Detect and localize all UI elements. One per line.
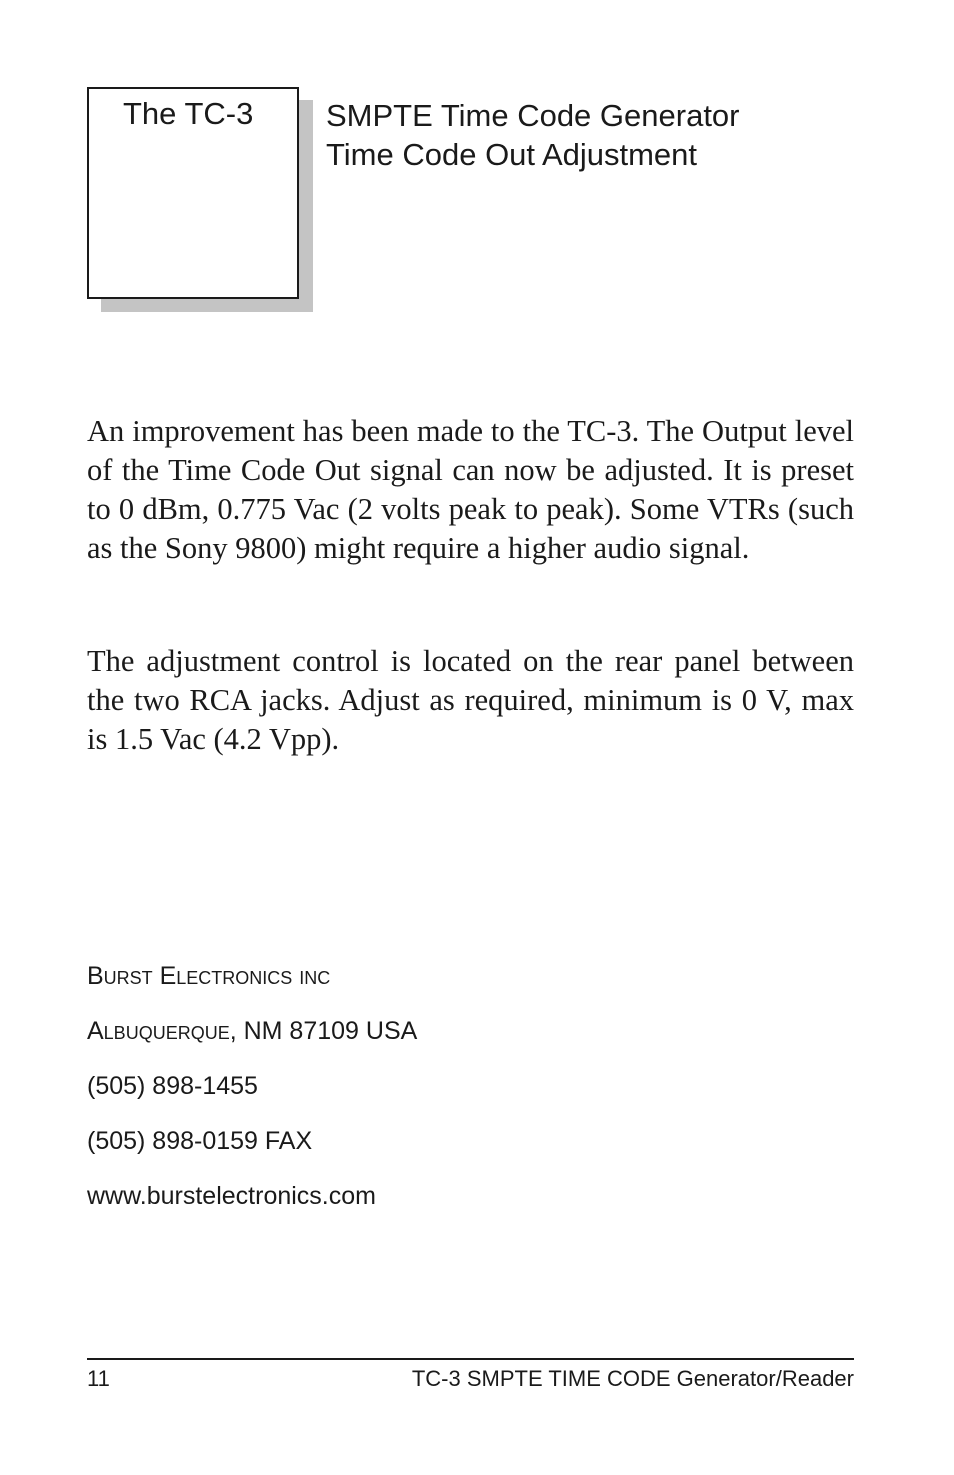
heading-line-1: SMPTE Time Code Generator: [326, 98, 740, 133]
body-paragraph-2: The adjustment control is located on the rear panel between the two RCA jacks. Adjust as required, minimum is 0 V, max is 1.5 Vac (4.2 Vpp).: [87, 644, 854, 756]
page-number: 11: [87, 1366, 110, 1391]
title-box-label: The TC-3: [123, 96, 254, 131]
heading-line-2: Time Code Out Adjustment: [326, 137, 698, 172]
website-url: www.burstelectronics.com: [87, 1182, 376, 1210]
footer-doc-title: TC-3 SMPTE TIME CODE Generator/Reader: [411, 1366, 854, 1391]
fax-number: (505) 898-0159 FAX: [87, 1127, 313, 1155]
body-paragraph-1: An improvement has been made to the TC-3. The Output level of the Time Code Out signal can now be adjusted. It is preset to 0 dBm, 0.775 Vac (2 volts peak to peak). Some VTRs (such as the Sony 9800) might require a higher audio signal.: [87, 414, 854, 565]
address-state-zip: , NM 87109 USA: [229, 1017, 418, 1045]
section-heading: [326, 96, 740, 174]
company-address: [87, 1013, 417, 1068]
footer-divider: [87, 1358, 854, 1360]
company-name: Burst Electronics inc: [87, 962, 331, 990]
phone-number: (505) 898-1455: [87, 1072, 258, 1100]
contact-block: [87, 958, 417, 1233]
address-city: Albuquerque: [87, 1017, 230, 1045]
